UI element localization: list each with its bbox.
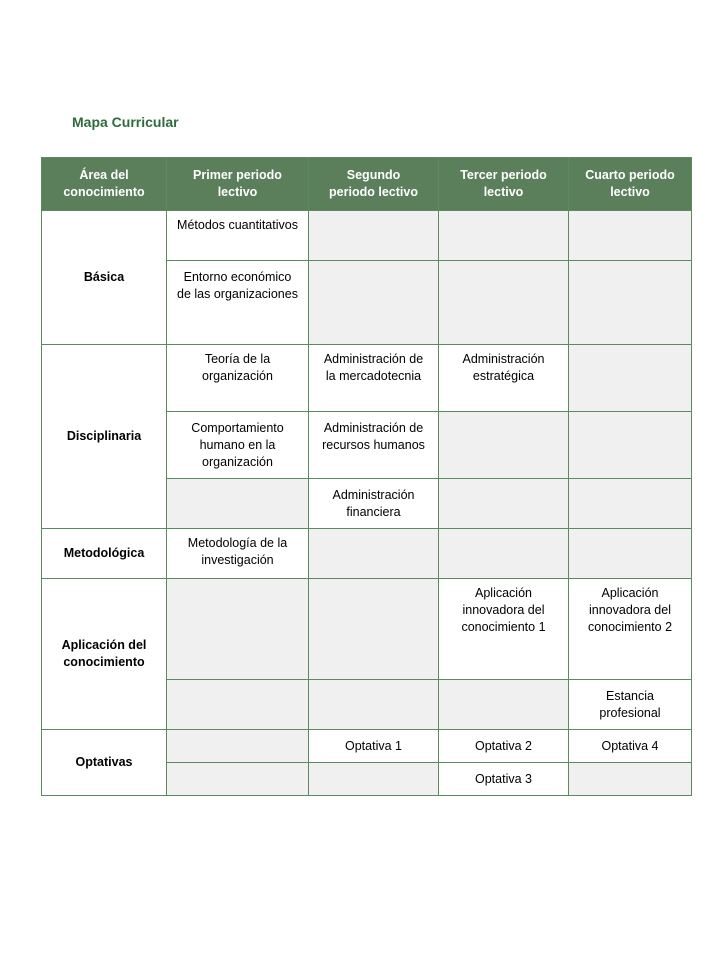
course-cell: Administración de recursos humanos (309, 412, 439, 479)
empty-cell (569, 261, 692, 345)
area-disciplinaria: Disciplinaria (42, 345, 167, 529)
area-aplicacion: Aplicación del conocimiento (42, 579, 167, 730)
course-cell: Optativa 2 (439, 730, 569, 763)
course-cell: Administración de la mercadotecnia (309, 345, 439, 412)
course-cell: Aplicación innovadora del conocimiento 1 (439, 579, 569, 680)
empty-cell (439, 412, 569, 479)
table-row (42, 579, 692, 680)
empty-cell (569, 211, 692, 261)
empty-cell (569, 412, 692, 479)
header-period-2: Segundo periodo lectivo (309, 158, 439, 211)
area-optativas: Optativas (42, 730, 167, 796)
header-period-4: Cuarto periodo lectivo (569, 158, 692, 211)
empty-cell (167, 680, 309, 730)
header-row (42, 158, 692, 211)
empty-cell (309, 579, 439, 680)
empty-cell (569, 345, 692, 412)
table-row (42, 730, 692, 763)
empty-cell (439, 479, 569, 529)
course-cell: Estancia profesional (569, 680, 692, 730)
course-cell: Entorno económico de las organizaciones (167, 261, 309, 345)
empty-cell (167, 763, 309, 796)
table-row (42, 211, 692, 261)
course-cell: Comportamiento humano en la organización (167, 412, 309, 479)
table-row (42, 529, 692, 579)
course-cell: Optativa 4 (569, 730, 692, 763)
empty-cell (439, 261, 569, 345)
empty-cell (439, 529, 569, 579)
empty-cell (309, 680, 439, 730)
course-cell: Administración financiera (309, 479, 439, 529)
header-area: Área del conocimiento (42, 158, 167, 211)
area-basica: Básica (42, 211, 167, 345)
course-cell: Aplicación innovadora del conocimiento 2 (569, 579, 692, 680)
course-cell: Administración estratégica (439, 345, 569, 412)
empty-cell (569, 529, 692, 579)
empty-cell (167, 730, 309, 763)
header-period-1: Primer periodo lectivo (167, 158, 309, 211)
course-cell: Teoría de la organización (167, 345, 309, 412)
course-cell: Métodos cuantitativos (167, 211, 309, 261)
course-cell: Optativa 3 (439, 763, 569, 796)
area-metodologica: Metodológica (42, 529, 167, 579)
empty-cell (309, 529, 439, 579)
empty-cell (569, 763, 692, 796)
course-cell: Metodología de la investigación (167, 529, 309, 579)
empty-cell (309, 211, 439, 261)
empty-cell (309, 261, 439, 345)
empty-cell (167, 479, 309, 529)
empty-cell (309, 763, 439, 796)
curricular-map-table (41, 157, 692, 796)
header-period-3: Tercer periodo lectivo (439, 158, 569, 211)
page-title: Mapa Curricular (72, 114, 179, 130)
empty-cell (439, 680, 569, 730)
empty-cell (167, 579, 309, 680)
empty-cell (569, 479, 692, 529)
empty-cell (439, 211, 569, 261)
course-cell: Optativa 1 (309, 730, 439, 763)
table-row (42, 345, 692, 412)
